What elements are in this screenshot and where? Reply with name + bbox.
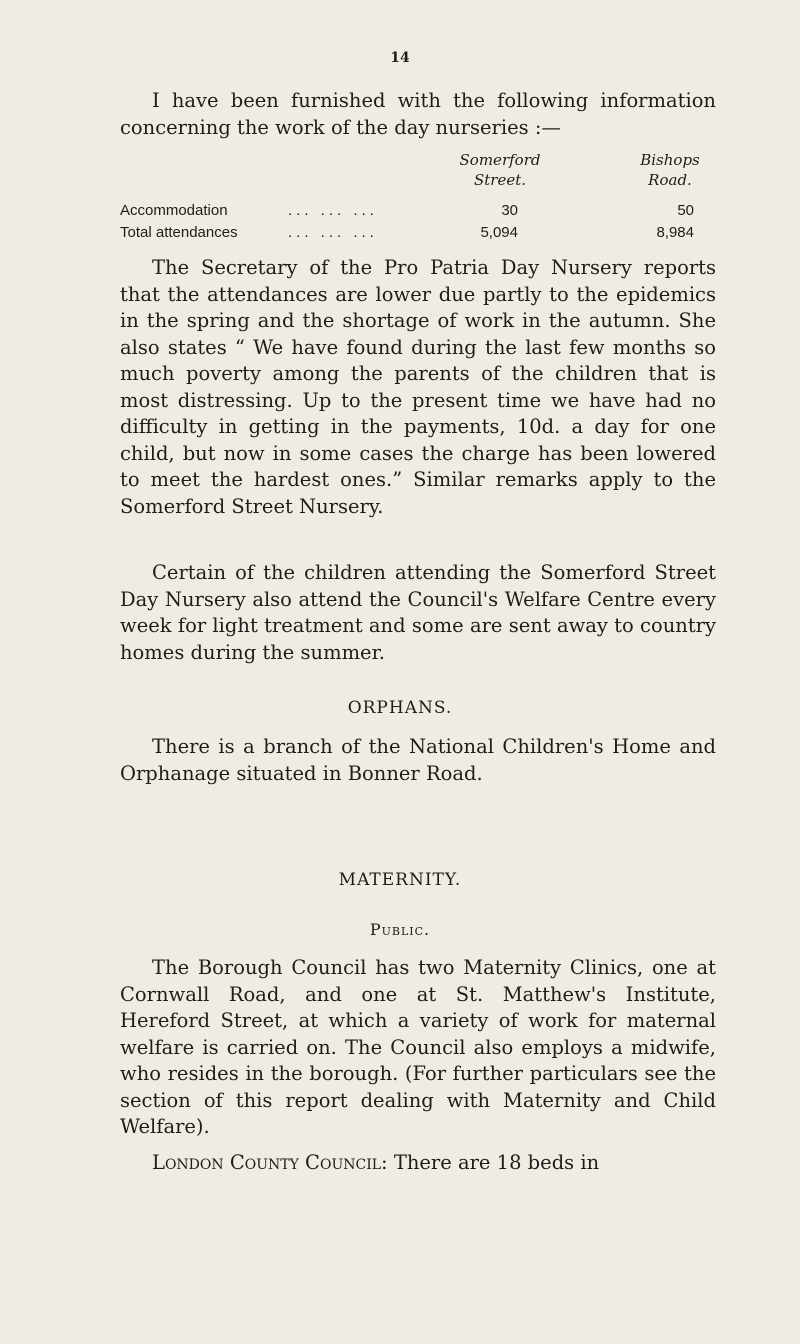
intro-paragraph: I have been furnished with the following information concerning the work of the day nurseries :— [120,89,716,139]
col-somerford-header: Somerford Street. [459,151,541,189]
lcc-label: London County Council [152,1151,382,1174]
bishops-value: 8,984 [656,224,694,241]
table-row [120,224,716,246]
somerford-value: 30 [501,202,518,219]
col-bishops-header: Bishops Road. [640,151,700,189]
row-label: Accommodation [120,202,228,219]
somerford-value: 5,094 [480,224,518,241]
leader-dots: ... ... ... [288,202,378,219]
lcc-paragraph [120,1150,716,1177]
bishops-value: 50 [677,202,694,219]
orphans-paragraph: There is a branch of the National Children's Home and Orphanage situated in Bonner Road. [120,735,716,785]
page-number: 14 [390,50,410,66]
public-maternity-paragraph: The Borough Council has two Maternity Clinics, one at Cornwall Road, and one at St. Matthew's Institute, Hereford Street, at which a variety of work for maternal welfare is carried on. The Council also employs a midwife, who resides in the borough. (For further particulars see the section of this report dealing with Maternity and Child Welfare). [120,956,716,1138]
orphans-heading: ORPHANS. [347,698,453,718]
welfare-centre-paragraph: Certain of the children attending the Somerford Street Day Nursery also attend the Council's Welfare Centre every week for light treatment and some are sent away to country homes during the summer. [120,561,716,664]
lcc-text: : There are 18 beds in [381,1151,600,1174]
pro-patria-paragraph: The Secretary of the Pro Patria Day Nursery reports that the attendances are lower due partly to the epidemics in the spring and the shortage of work in the autumn. She also states “ We have found during the last few months so much poverty among the parents of the children that is most distressing. Up to the present time we have had no difficulty in getting in the payments, 10d. a day for one child, but now in some cases the charge has been lowered to meet the hardest ones.” Similar remarks apply to the Somerford Street Nursery. [120,256,716,518]
public-subheading: Public. [369,920,431,939]
table-row [120,202,716,224]
row-label: Total attendances [120,224,238,241]
maternity-heading: MATERNITY. [338,870,462,890]
leader-dots: ... ... ... [288,224,378,241]
